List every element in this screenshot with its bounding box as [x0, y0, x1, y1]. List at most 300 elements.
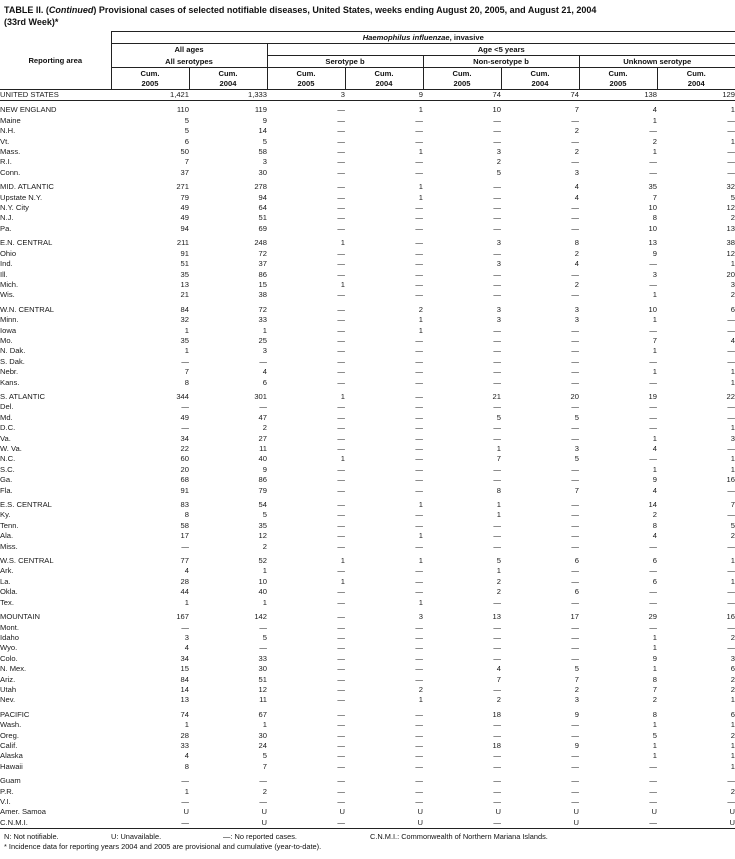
- data-cell: 4: [184, 751, 189, 761]
- data-cell: 7: [574, 674, 579, 684]
- data-cell: 1: [184, 786, 189, 796]
- data-cell: 6: [262, 377, 267, 387]
- data-cell: —: [493, 377, 501, 387]
- data-cell: —: [415, 541, 423, 551]
- data-cell: —: [649, 167, 657, 177]
- data-cell: —: [337, 674, 345, 684]
- data-cell: —: [493, 115, 501, 125]
- data-cell: 4: [262, 367, 267, 377]
- data-cell: —: [493, 541, 501, 551]
- row-label: Pa.: [0, 223, 12, 233]
- data-cell: 4: [574, 192, 579, 202]
- data-cell: 8: [184, 377, 189, 387]
- data-cell: —: [571, 531, 579, 541]
- data-cell: 1: [730, 454, 735, 464]
- data-cell: —: [727, 776, 735, 786]
- table-row: [0, 797, 735, 807]
- data-cell: 1: [652, 346, 657, 356]
- row-label: Md.: [0, 412, 13, 422]
- data-cell: —: [423, 818, 501, 829]
- data-cell: 2: [574, 147, 579, 157]
- data-cell: 2: [262, 423, 267, 433]
- row-label: Ala.: [0, 531, 14, 541]
- data-cell: 2: [730, 786, 735, 796]
- table-row: [0, 454, 735, 464]
- table-row: [0, 612, 735, 622]
- table-row: [0, 566, 735, 576]
- data-cell: —: [727, 541, 735, 551]
- data-cell: 22: [180, 444, 189, 453]
- data-cell: 20: [726, 269, 735, 279]
- row-label: Ky.: [0, 510, 11, 520]
- data-cell: 5: [262, 136, 267, 146]
- data-cell: 34: [180, 653, 189, 663]
- data-cell: 58: [258, 147, 267, 157]
- data-cell: —: [337, 520, 345, 530]
- data-cell: —: [337, 664, 345, 674]
- table-row: [0, 105, 735, 115]
- row-label: Guam: [0, 776, 21, 786]
- legend-unavailable: U: Unavailable.: [111, 832, 162, 842]
- row-label: Mass.: [0, 147, 21, 157]
- data-cell: —: [727, 167, 735, 177]
- data-cell: 84: [180, 674, 189, 684]
- data-cell: 7: [184, 367, 189, 377]
- data-cell: —: [337, 500, 345, 510]
- data-cell: 3: [496, 315, 501, 325]
- data-cell: 94: [180, 223, 189, 233]
- data-cell: 12: [726, 248, 735, 258]
- data-cell: —: [415, 776, 423, 786]
- data-cell: —: [649, 126, 657, 136]
- data-cell: —: [493, 269, 501, 279]
- table-row: [0, 710, 735, 720]
- data-cell: 1: [262, 597, 267, 607]
- group-age-under5: Age <5 years: [267, 44, 735, 56]
- data-cell: 271: [176, 182, 189, 192]
- data-cell: —: [337, 412, 345, 422]
- data-cell: 2: [652, 695, 657, 705]
- data-cell: 1: [652, 720, 657, 730]
- data-cell: 13: [492, 612, 501, 622]
- data-cell: —: [415, 115, 423, 125]
- row-label: W.N. CENTRAL: [0, 304, 55, 314]
- data-cell: —: [727, 797, 735, 806]
- row-label: NEW ENGLAND: [0, 105, 57, 115]
- col-header-cum-2004: Cum. 2004: [189, 68, 267, 90]
- data-cell: —: [493, 325, 501, 335]
- data-cell: 8: [184, 761, 189, 771]
- col-header-cum-2005: Cum. 2005: [579, 68, 657, 90]
- data-cell: U: [573, 807, 579, 817]
- data-cell: 1: [418, 556, 423, 566]
- data-cell: —: [571, 576, 579, 586]
- data-cell: 34: [180, 433, 189, 443]
- data-cell: —: [415, 444, 423, 453]
- data-cell: 3: [730, 653, 735, 663]
- row-label: Mont.: [0, 622, 19, 632]
- row-label: Ark.: [0, 566, 14, 576]
- data-cell: 1: [652, 290, 657, 300]
- data-cell: —: [415, 587, 423, 597]
- data-cell: —: [415, 475, 423, 485]
- data-cell: —: [337, 290, 345, 300]
- data-cell: 1: [730, 740, 735, 750]
- data-cell: 51: [180, 259, 189, 269]
- data-cell: 21: [180, 290, 189, 300]
- data-cell: 13: [726, 223, 735, 233]
- data-cell: 91: [180, 248, 189, 258]
- data-cell: U: [261, 807, 267, 817]
- data-cell: 4: [652, 105, 657, 115]
- row-label: Iowa: [0, 325, 17, 335]
- data-cell: 1: [418, 500, 423, 510]
- data-cell: —: [493, 182, 501, 192]
- data-cell: —: [259, 797, 267, 806]
- data-cell: 5: [262, 510, 267, 520]
- col-header-cum-2004: Cum. 2004: [345, 68, 423, 90]
- data-cell: —: [571, 269, 579, 279]
- row-label: R.I.: [0, 157, 12, 167]
- data-cell: 52: [258, 556, 267, 566]
- data-cell: —: [571, 653, 579, 663]
- table-row: [0, 413, 735, 423]
- row-label: Tex.: [0, 597, 14, 607]
- data-cell: 278: [254, 182, 267, 192]
- row-label: Maine: [0, 115, 21, 125]
- table-row: [0, 367, 735, 377]
- data-cell: —: [259, 622, 267, 632]
- row-label: P.R.: [0, 786, 14, 796]
- data-cell: 1: [652, 751, 657, 761]
- table-row: [0, 392, 735, 402]
- data-cell: —: [571, 597, 579, 607]
- table-row: [0, 654, 735, 664]
- table-row: [0, 423, 735, 433]
- table-row: [0, 510, 735, 520]
- data-cell: 7: [730, 500, 735, 510]
- data-cell: 1: [496, 444, 501, 453]
- data-cell: U: [417, 807, 423, 817]
- data-cell: 2: [652, 510, 657, 520]
- data-cell: —: [337, 622, 345, 632]
- data-cell: —: [493, 223, 501, 233]
- data-cell: 74: [180, 709, 189, 719]
- data-cell: 3: [730, 279, 735, 289]
- data-cell: 49: [180, 213, 189, 223]
- data-cell: 8: [652, 709, 657, 719]
- table-row: [0, 695, 735, 705]
- data-cell: —: [493, 643, 501, 653]
- data-cell: 1: [652, 115, 657, 125]
- data-cell: 7: [574, 105, 579, 115]
- data-cell: 1: [652, 664, 657, 674]
- data-cell: —: [571, 325, 579, 335]
- data-cell: 6: [184, 136, 189, 146]
- data-cell: 9: [652, 475, 657, 485]
- notifiable-diseases-table: [0, 31, 735, 829]
- disease-name-header: [111, 32, 735, 44]
- data-cell: —: [415, 632, 423, 642]
- data-cell: 83: [180, 500, 189, 510]
- data-cell: —: [337, 566, 345, 576]
- data-cell: 12: [726, 203, 735, 213]
- data-cell: —: [337, 147, 345, 157]
- data-cell: 72: [258, 304, 267, 314]
- data-cell: 2: [730, 684, 735, 694]
- data-cell: 37: [180, 167, 189, 177]
- table-row: [0, 500, 735, 510]
- data-cell: —: [493, 464, 501, 474]
- data-cell: —: [493, 761, 501, 771]
- data-cell: 9: [652, 653, 657, 663]
- data-cell: 5: [652, 730, 657, 740]
- data-cell: 32: [726, 182, 735, 192]
- data-cell: 1: [418, 531, 423, 541]
- table-row: [0, 731, 735, 741]
- data-cell: —: [493, 653, 501, 663]
- table-row: [0, 203, 735, 213]
- data-cell: 68: [180, 475, 189, 485]
- data-cell: 1: [730, 576, 735, 586]
- data-cell: 2: [262, 541, 267, 551]
- row-label: E.S. CENTRAL: [0, 500, 52, 510]
- data-cell: —: [571, 335, 579, 345]
- data-cell: 1: [418, 147, 423, 157]
- data-cell: 10: [648, 223, 657, 233]
- data-cell: 6: [652, 576, 657, 586]
- data-cell: 5: [262, 751, 267, 761]
- data-cell: —: [415, 367, 423, 377]
- data-cell: 29: [648, 612, 657, 622]
- data-cell: —: [415, 290, 423, 300]
- data-cell: —: [415, 433, 423, 443]
- data-cell: —: [337, 444, 345, 453]
- data-cell: —: [571, 751, 579, 761]
- data-cell: —: [493, 684, 501, 694]
- data-cell: —: [337, 167, 345, 177]
- data-cell: —: [415, 674, 423, 684]
- table-row: [0, 486, 735, 496]
- data-cell: —: [181, 797, 189, 806]
- data-cell: —: [337, 346, 345, 356]
- data-cell: 4: [652, 444, 657, 453]
- data-cell: 1: [340, 576, 345, 586]
- data-cell: 47: [258, 412, 267, 422]
- data-cell: —: [337, 730, 345, 740]
- data-cell: 7: [652, 192, 657, 202]
- data-cell: 2: [574, 279, 579, 289]
- data-cell: 13: [180, 695, 189, 705]
- data-cell: —: [415, 279, 423, 289]
- data-cell: U: [345, 818, 423, 829]
- data-cell: 27: [258, 433, 267, 443]
- table-row: [0, 521, 735, 531]
- subgroup-non-serotype-b: Non-serotype b: [423, 56, 579, 68]
- data-cell: 5: [730, 520, 735, 530]
- data-cell: 1: [652, 367, 657, 377]
- data-cell: 2: [574, 126, 579, 136]
- data-cell: 69: [258, 223, 267, 233]
- data-cell: —: [415, 566, 423, 576]
- table-row: [0, 378, 735, 388]
- subgroup-unknown-serotype: Unknown serotype: [579, 56, 735, 68]
- data-cell: —: [649, 356, 657, 366]
- data-cell: —: [415, 520, 423, 530]
- data-cell: —: [571, 761, 579, 771]
- data-cell: U: [501, 818, 579, 829]
- data-cell: 3: [574, 444, 579, 453]
- data-cell: 4: [184, 643, 189, 653]
- row-label: C.N.M.I.: [0, 818, 111, 829]
- data-cell: —: [571, 377, 579, 387]
- data-cell: —: [259, 776, 267, 786]
- data-cell: 1: [730, 761, 735, 771]
- data-cell: 16: [726, 475, 735, 485]
- data-cell: 142: [254, 612, 267, 622]
- data-cell: —: [415, 126, 423, 136]
- data-cell: —: [415, 720, 423, 730]
- data-cell: 1: [418, 695, 423, 705]
- table-row: [0, 434, 735, 444]
- data-cell: —: [337, 709, 345, 719]
- data-cell: 248: [254, 238, 267, 248]
- data-cell: —: [337, 304, 345, 314]
- data-cell: 5: [262, 632, 267, 642]
- subgroup-all-serotypes: All serotypes: [111, 56, 267, 68]
- data-cell: 7: [262, 761, 267, 771]
- data-cell: —: [493, 433, 501, 443]
- row-label: Wash.: [0, 720, 22, 730]
- row-label: Colo.: [0, 653, 18, 663]
- row-label: N.J.: [0, 213, 14, 223]
- data-cell: 72: [258, 248, 267, 258]
- table-row: [0, 193, 735, 203]
- data-cell: 2: [730, 674, 735, 684]
- data-cell: —: [415, 664, 423, 674]
- table-row: [0, 720, 735, 730]
- data-cell: —: [415, 412, 423, 422]
- data-cell: 1: [730, 423, 735, 433]
- row-label: Amer. Samoa: [0, 807, 47, 817]
- data-cell: —: [493, 136, 501, 146]
- data-cell: 60: [180, 454, 189, 464]
- table-row: [0, 741, 735, 751]
- data-cell: —: [415, 464, 423, 474]
- legend-cnmi: C.N.M.I.: Commonwealth of Northern Mariana Islands.: [370, 832, 548, 842]
- table-row: [0, 807, 735, 817]
- disease-name-rest: , invasive: [449, 33, 484, 42]
- data-cell: 138: [579, 90, 657, 101]
- data-cell: —: [493, 531, 501, 541]
- data-cell: 1,333: [189, 90, 267, 101]
- data-cell: 58: [180, 520, 189, 530]
- data-cell: 40: [258, 454, 267, 464]
- data-cell: 3: [574, 304, 579, 314]
- data-cell: —: [415, 643, 423, 653]
- data-cell: —: [649, 566, 657, 576]
- data-cell: 12: [258, 531, 267, 541]
- table-row: [0, 556, 735, 566]
- data-cell: 1: [652, 147, 657, 157]
- data-cell: 1: [730, 136, 735, 146]
- data-cell: 3: [496, 238, 501, 248]
- row-label: V.I.: [0, 797, 11, 806]
- data-cell: —: [493, 192, 501, 202]
- data-cell: 9: [262, 464, 267, 474]
- title-continued: Continued: [48, 5, 94, 15]
- table-row: [0, 116, 735, 126]
- data-cell: 211: [176, 238, 189, 248]
- data-cell: —: [337, 402, 345, 412]
- data-cell: —: [337, 612, 345, 622]
- data-cell: 15: [258, 279, 267, 289]
- data-cell: —: [337, 126, 345, 136]
- data-cell: —: [259, 402, 267, 412]
- row-label: Oreg.: [0, 730, 19, 740]
- data-cell: —: [415, 356, 423, 366]
- data-cell: 86: [258, 475, 267, 485]
- data-cell: —: [337, 751, 345, 761]
- col-header-cum-2004: Cum. 2004: [657, 68, 735, 90]
- row-label: S. ATLANTIC: [0, 391, 46, 401]
- data-cell: 301: [254, 391, 267, 401]
- data-cell: 3: [574, 167, 579, 177]
- data-cell: 49: [180, 412, 189, 422]
- row-label: Hawaii: [0, 761, 23, 771]
- table-row: [0, 238, 735, 248]
- data-cell: —: [727, 126, 735, 136]
- data-cell: 3: [262, 157, 267, 167]
- row-label: Tenn.: [0, 520, 19, 530]
- table-row: [0, 542, 735, 552]
- data-cell: 9: [345, 90, 423, 101]
- data-cell: 7: [574, 485, 579, 495]
- data-cell: —: [493, 475, 501, 485]
- data-cell: 30: [258, 664, 267, 674]
- data-cell: —: [415, 391, 423, 401]
- row-label: D.C.: [0, 423, 16, 433]
- data-cell: —: [571, 367, 579, 377]
- table-row: [0, 685, 735, 695]
- table-row: [0, 818, 735, 829]
- data-cell: —: [415, 377, 423, 387]
- data-cell: —: [727, 402, 735, 412]
- table-row: [0, 475, 735, 485]
- data-cell: —: [571, 464, 579, 474]
- row-label: MID. ATLANTIC: [0, 182, 54, 192]
- data-cell: —: [493, 797, 501, 806]
- row-label: N. Mex.: [0, 664, 27, 674]
- row-label: Conn.: [0, 167, 21, 177]
- table-row: [0, 577, 735, 587]
- data-cell: 35: [180, 269, 189, 279]
- data-cell: 110: [176, 105, 189, 115]
- data-cell: —: [571, 510, 579, 520]
- row-label: Va.: [0, 433, 11, 443]
- data-cell: 22: [726, 391, 735, 401]
- data-cell: 49: [180, 203, 189, 213]
- data-cell: —: [337, 531, 345, 541]
- data-cell: —: [337, 761, 345, 771]
- data-cell: —: [337, 157, 345, 167]
- data-cell: 1: [418, 105, 423, 115]
- row-label: N.H.: [0, 126, 16, 136]
- data-cell: —: [259, 356, 267, 366]
- data-cell: —: [415, 223, 423, 233]
- data-cell: —: [571, 566, 579, 576]
- data-cell: 94: [258, 192, 267, 202]
